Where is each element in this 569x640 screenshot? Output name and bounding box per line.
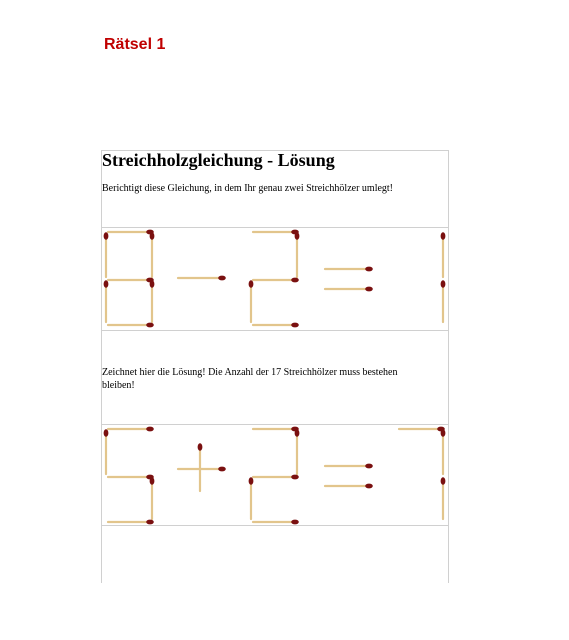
digit-8-matchstick bbox=[108, 230, 154, 235]
digit-2-matchstick bbox=[295, 232, 300, 277]
digit-2-matchstick bbox=[249, 477, 254, 519]
digit-5-matchstick bbox=[108, 520, 154, 525]
digit-8-matchstick bbox=[104, 232, 109, 277]
digit-2-matchstick bbox=[253, 230, 299, 235]
matchstick-solution bbox=[101, 425, 449, 525]
equals-sign-matchstick bbox=[325, 464, 373, 469]
digit-8-matchstick bbox=[104, 280, 109, 322]
equals-sign-matchstick bbox=[325, 287, 373, 292]
digit-2-matchstick bbox=[295, 429, 300, 474]
equals-sign-matchstick bbox=[325, 267, 373, 272]
digit-7-matchstick bbox=[441, 477, 446, 519]
digit-2-matchstick bbox=[253, 427, 299, 432]
digit-8-matchstick bbox=[150, 232, 155, 277]
solution-prompt-text: Zeichnet hier die Lösung! Die Anzahl der 17 Streichhölzer muss bestehen bleiben! bbox=[102, 367, 398, 391]
instruction-text: Berichtigt diese Gleichung, in dem Ihr genau zwei Streichhölzer umlegt! bbox=[102, 183, 394, 194]
plus-sign-matchstick bbox=[198, 443, 203, 491]
digit-5-matchstick bbox=[104, 429, 109, 474]
digit-8-matchstick bbox=[150, 280, 155, 322]
digit-5-matchstick bbox=[108, 427, 154, 432]
digit-2-matchstick bbox=[253, 323, 299, 328]
digit-2-matchstick bbox=[253, 278, 299, 283]
digit-2-matchstick bbox=[253, 475, 299, 480]
digit-8-matchstick bbox=[108, 278, 154, 283]
digit-5-matchstick bbox=[150, 477, 155, 519]
divider bbox=[101, 330, 449, 331]
equals-sign-matchstick bbox=[325, 484, 373, 489]
minus-sign-matchstick bbox=[178, 276, 226, 281]
plus-sign-matchstick bbox=[178, 467, 226, 472]
digit-1-matchstick bbox=[441, 280, 446, 322]
digit-5-matchstick bbox=[108, 475, 154, 480]
digit-2-matchstick bbox=[253, 520, 299, 525]
puzzle-heading: Rätsel 1 bbox=[104, 36, 166, 53]
digit-7-matchstick bbox=[441, 429, 446, 474]
divider bbox=[101, 525, 449, 526]
digit-2-matchstick bbox=[249, 280, 254, 322]
page-title: Streichholzgleichung - Lösung bbox=[102, 150, 335, 170]
digit-1-matchstick bbox=[441, 232, 446, 277]
digit-7-matchstick bbox=[399, 427, 445, 432]
matchstick-puzzle bbox=[101, 228, 449, 330]
digit-8-matchstick bbox=[108, 323, 154, 328]
